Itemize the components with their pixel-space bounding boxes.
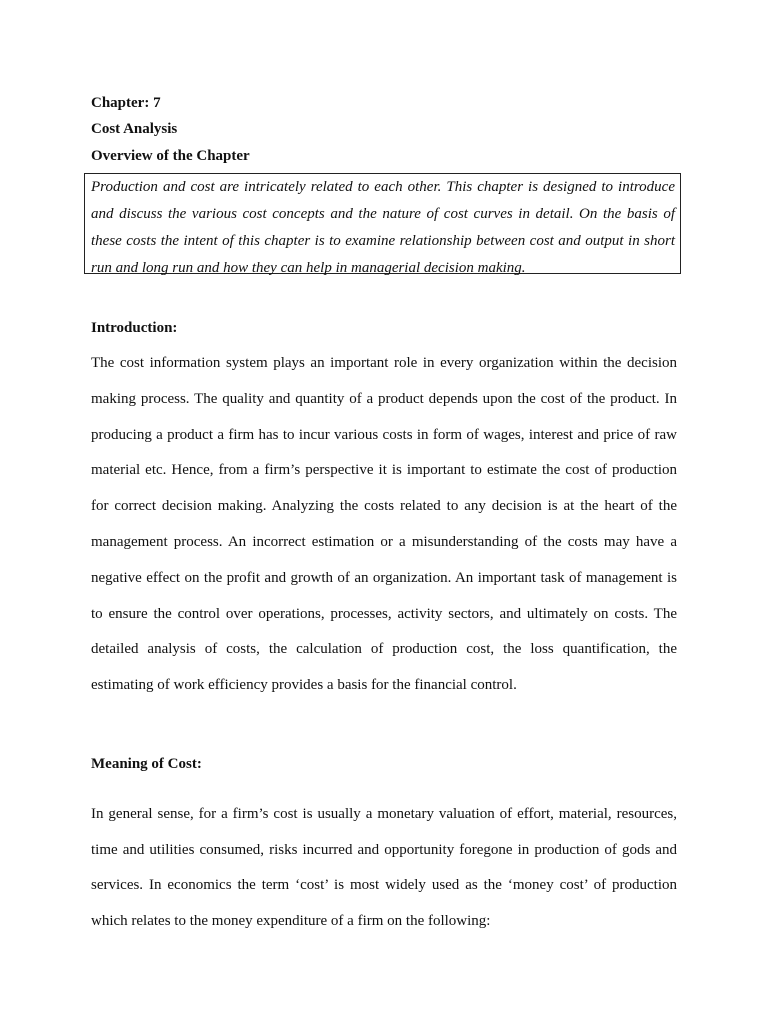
- overview-heading: Overview of the Chapter: [91, 148, 250, 164]
- introduction-paragraph: The cost information system plays an important role in every organization within the decision making process. The quality and quantity of a product depends upon the cost of the product. In producing a product a firm has to incur various costs in form of wages, interest and price of raw material etc. Hence, from a firm’s perspective it is important to estimate the cost of production for correct decision making. Analyzing the costs related to any decision is at the heart of the management process. An incorrect estimation or a misunderstanding of the costs may have a negative effect on the profit and growth of an organization. An important task of management is to ensure the control over operations, processes, activity sectors, and ultimately on costs. The detailed analysis of costs, the calculation of production cost, the loss quantification, the estimating of work efficiency provides a basis for the financial control.: [91, 355, 677, 694]
- meaning-of-cost-paragraph: In general sense, for a firm’s cost is usually a monetary valuation of effort, material, resources, time and utilities consumed, risks incurred and opportunity foregone in production of gods and services. In economics the term ‘cost’ is most widely used as the ‘money cost’ of production which relates to the money expenditure of a firm on the following:: [91, 806, 677, 929]
- meaning-of-cost-heading: Meaning of Cost:: [91, 756, 202, 772]
- chapter-title: Cost Analysis: [91, 121, 178, 137]
- overview-box: [84, 173, 681, 274]
- chapter-label: Chapter: 7: [91, 95, 161, 111]
- introduction-heading: Introduction:: [91, 320, 178, 336]
- overview-text: Production and cost are intricately related to each other. This chapter is designed to introduce and discuss the various cost concepts and the nature of cost curves in detail. On the basis of these costs the intent of this chapter is to examine relationship between cost and output in short run and long run and how they can help in managerial decision making.: [91, 179, 675, 276]
